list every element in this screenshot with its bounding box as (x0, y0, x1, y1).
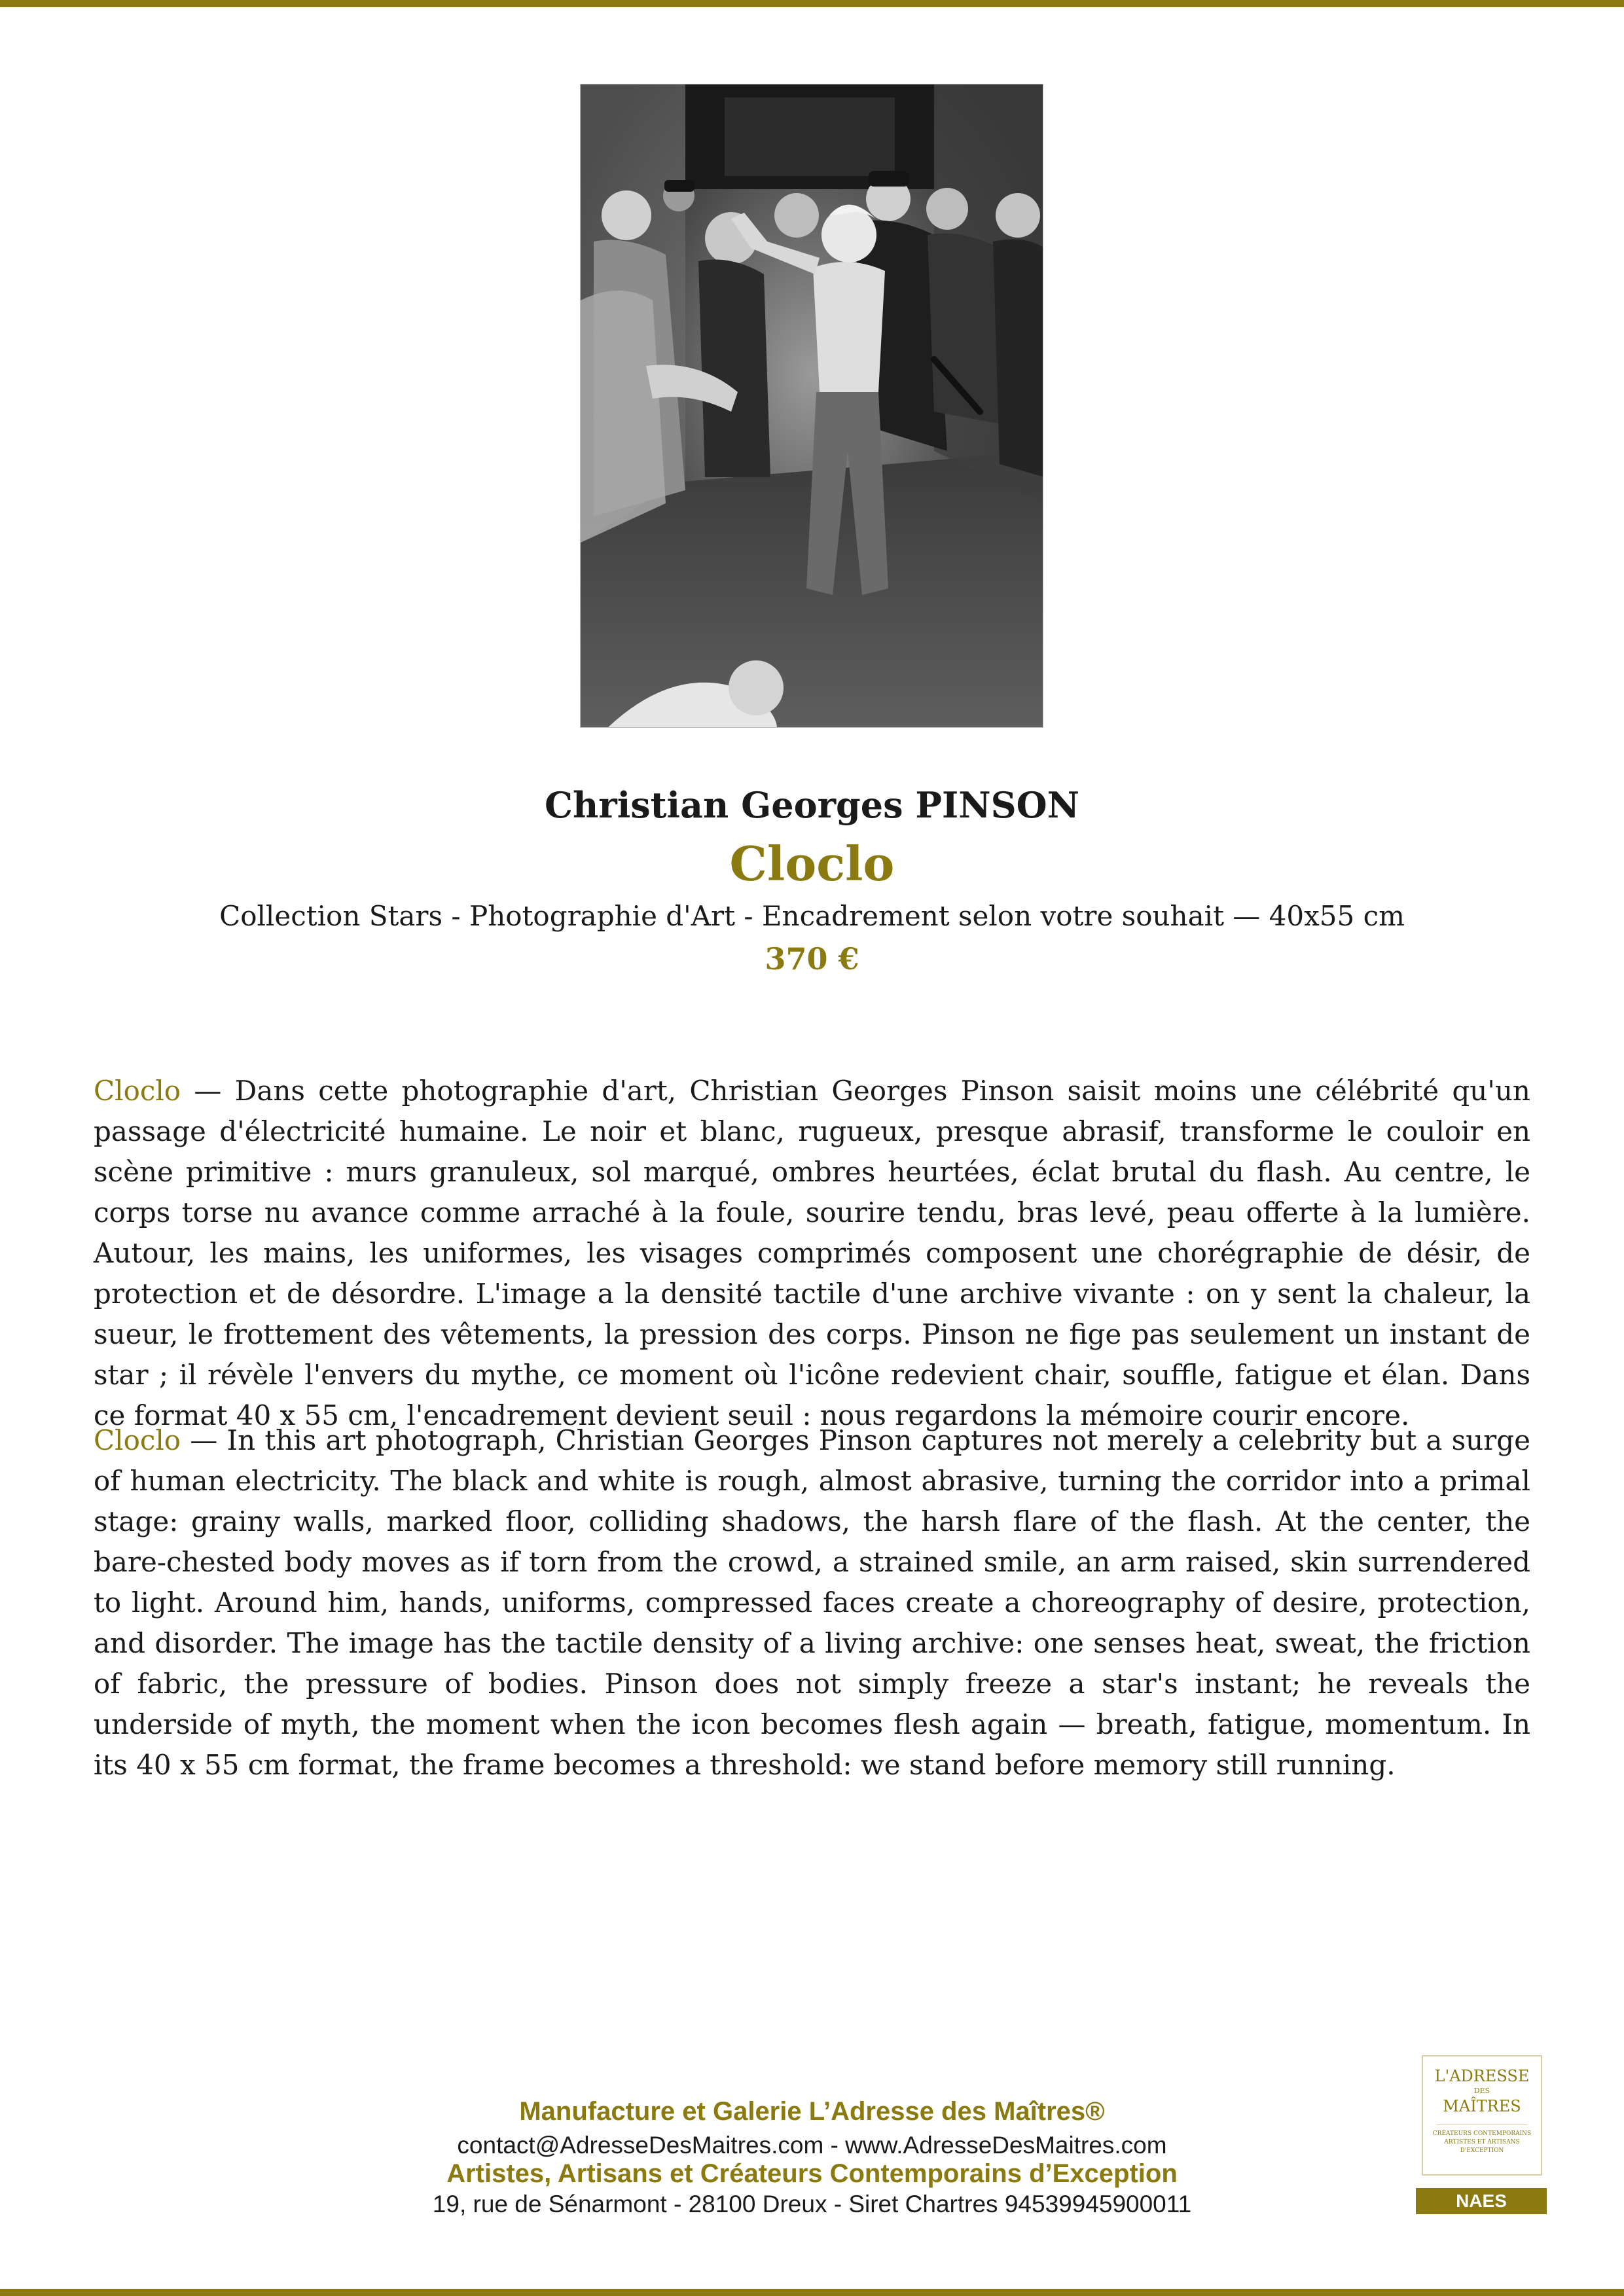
footer-address: 19, rue de Sénarmont - 28100 Dreux - Siret Chartres 94539945900011 (432, 2191, 1192, 2217)
logo-line-4: CRÉATEURS CONTEMPORAINS ARTISTES ET ARTISANS D'EXCEPTION (1432, 2130, 1532, 2154)
footer-contact: contact@AdresseDesMaitres.com - www.AdresseDesMaitres.com (457, 2132, 1167, 2159)
bottom-rule (0, 2289, 1624, 2296)
description-english-text: — In this art photograph, Christian Georges Pinson captures not merely a celebrity but a surge of human electricity. The black and white is rough, almost abrasive, turning the corridor into a primal stage: grainy walls, marked floor, colliding shadows, the harsh flare of the flash. At the center, the bare-chested body moves as if torn from the crowd, a strained smile, an arm raised, skin surrendered to light. Around him, hands, uniforms, compressed faces create a choreography of desire, protection, and disorder. The image has the tactile density of a living archive: one senses heat, sweat, the friction of fabric, the pressure of bodies. Pinson does not simply freeze a star's instant; he reveals the underside of myth, the moment when the icon becomes flesh again — breath, fatigue, momentum. In its 40 x 55 cm format, the frame becomes a threshold: we stand before memory still running. (94, 1424, 1530, 1781)
artwork-subtitle: Collection Stars - Photographie d'Art - Encadrement selon votre souhait — 40x55 cm (219, 900, 1405, 932)
photo-illustration (581, 84, 1043, 728)
description-english-lead: Cloclo (94, 1424, 181, 1456)
description-french-lead: Cloclo (94, 1075, 181, 1107)
description-french (94, 1071, 1530, 1436)
artwork-price: 370 € (765, 941, 859, 977)
brand-logo (1422, 2055, 1542, 2176)
logo-line-3: MAÎTRES (1443, 2097, 1521, 2115)
naes-badge: NAES (1416, 2188, 1547, 2214)
artwork-title: Cloclo (729, 836, 895, 891)
description-french-text: — Dans cette photographie d'art, Christian Georges Pinson saisit moins une célébrité qu'un passage d'électricité humaine. Le noir et blanc, rugueux, presque abrasif, transforme le couloir en scène primitive : murs granuleux, sol marqué, ombres heurtées, éclat brutal du flash. Au centre, le corps torse nu avance comme arraché à la foule, sourire tendu, bras levé, peau offerte à la lumière. Autour, les mains, les uniformes, les visages comprimés composent une chorégraphie de désir, de protection et de désordre. L'image a la densité tactile d'une archive vivante : on y sent la chaleur, la sueur, le frottement des vêtements, la pression des corps. Pinson ne fige pas seulement un instant de star ; il révèle l'envers du mythe, ce moment où l'icône redevient chair, souffle, fatigue et élan. Dans ce format 40 x 55 cm, l'encadrement devient seuil : nous regardons la mémoire courir encore. (94, 1075, 1530, 1431)
logo-line-2: DES (1473, 2087, 1490, 2095)
artist-name: Christian Georges PINSON (545, 784, 1079, 826)
footer-tagline: Artistes, Artisans et Créateurs Contemporains d’Exception (446, 2159, 1178, 2188)
artwork-photo (580, 84, 1043, 728)
description-english (94, 1420, 1530, 1785)
logo-line-1: L'ADRESSE (1434, 2067, 1530, 2085)
top-rule (0, 0, 1624, 7)
footer-company: Manufacture et Galerie L’Adresse des Maîtres® (519, 2097, 1105, 2126)
